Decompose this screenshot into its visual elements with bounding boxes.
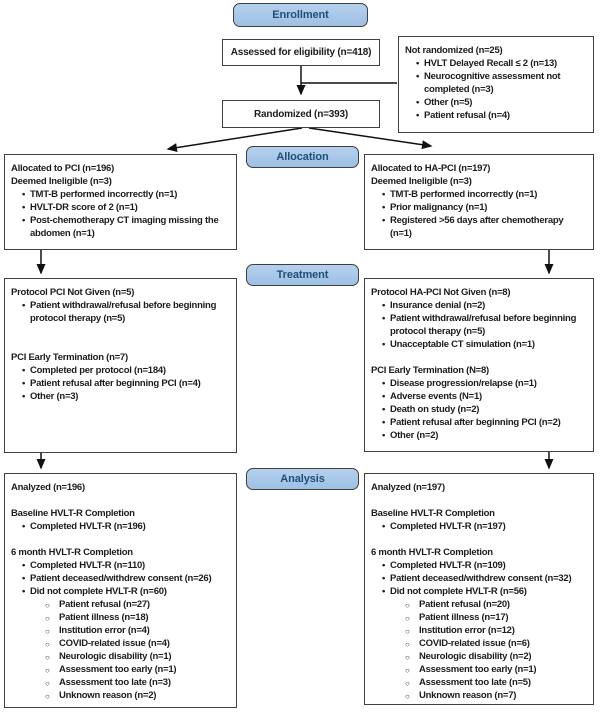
flow-text-line	[405, 96, 590, 109]
flow-text-line	[371, 214, 590, 227]
blank-line	[11, 338, 233, 351]
flow-line-text: Patient withdrawal/refusal before beginning	[390, 313, 577, 324]
circle-marker: ○	[405, 639, 410, 649]
flow-text-line	[405, 44, 590, 57]
flow-text-line	[371, 175, 590, 188]
flow-text-line	[11, 377, 233, 390]
flow-text-line	[405, 109, 590, 122]
circle-marker: ○	[45, 639, 50, 649]
flow-line-text: Did not complete HVLT-R (n=60)	[30, 586, 167, 597]
circle-marker: ○	[405, 626, 410, 636]
flow-text-line	[371, 676, 590, 689]
flow-line-text: Patient refusal after beginning PCI (n=2)	[390, 417, 561, 428]
bullet-marker: •	[416, 58, 420, 69]
flow-text-line	[371, 416, 590, 429]
flow-text-line	[371, 663, 590, 676]
bullet-marker: •	[416, 110, 420, 121]
box-treatment-pci	[4, 278, 237, 453]
box-allocated-ha-pci	[364, 154, 594, 250]
flow-text-line	[11, 663, 233, 676]
bullet-marker: •	[382, 378, 386, 389]
bullet-marker: •	[382, 404, 386, 415]
flow-text-line	[11, 214, 233, 227]
flow-text-line	[11, 162, 233, 175]
flow-line-text: Adverse events (N=1)	[390, 391, 482, 402]
flow-text-line	[405, 83, 590, 96]
flow-line-text: Patient refusal (n=20)	[419, 599, 510, 610]
flow-text-line	[371, 559, 590, 572]
circle-marker: ○	[45, 678, 50, 688]
flow-line-text: Protocol PCI Not Given (n=5)	[11, 287, 135, 298]
flow-text-line	[371, 429, 590, 442]
bullet-marker: •	[22, 215, 26, 226]
flow-text-line	[11, 689, 233, 702]
flow-line-text: Not randomized (n=25)	[405, 45, 503, 56]
flow-text-line	[11, 481, 233, 494]
flow-line-text: Completed per protocol (n=184)	[30, 365, 166, 376]
flow-line-text: Baseline HVLT-R Completion	[371, 508, 495, 519]
flow-text-line	[371, 299, 590, 312]
randomized-text: Randomized (n=393)	[254, 108, 348, 120]
circle-marker: ○	[405, 613, 410, 623]
blank-line	[11, 325, 233, 338]
flow-text-line	[11, 286, 233, 299]
flow-line-text: COVID-related issue (n=4)	[59, 638, 170, 649]
bullet-marker: •	[416, 97, 420, 108]
flow-text-line	[11, 585, 233, 598]
flow-text-line	[11, 676, 233, 689]
flow-line-text: Neurologic disability (n=1)	[59, 651, 172, 662]
flow-line-text: Patient deceased/withdrew consent (n=26)	[30, 573, 212, 584]
circle-marker: ○	[405, 652, 410, 662]
flow-line-text: Completed HVLT-R (n=196)	[30, 521, 146, 532]
bullet-marker: •	[22, 391, 26, 402]
stage-label-analysis: Analysis	[246, 468, 359, 490]
flow-text-line	[405, 57, 590, 70]
flow-line-text: abdomen (n=1)	[30, 228, 95, 239]
circle-marker: ○	[405, 691, 410, 701]
flow-text-line	[405, 70, 590, 83]
flow-line-text: Unknown reason (n=7)	[419, 690, 517, 701]
allocated-pci-content	[5, 155, 236, 243]
flow-line-text: TMT-B performed incorrectly (n=1)	[30, 189, 178, 200]
flow-text-line	[11, 201, 233, 214]
flow-line-text: PCI Early Termination (N=8)	[371, 365, 489, 376]
flow-line-text: Unacceptable CT simulation (n=1)	[390, 339, 535, 350]
flow-line-text: Patient refusal (n=4)	[424, 110, 510, 121]
flow-line-text: Assessment too early (n=1)	[59, 664, 177, 675]
bullet-marker: •	[22, 365, 26, 376]
flow-line-text: Patient deceased/withdrew consent (n=32)	[390, 573, 572, 584]
flow-line-text: 6 month HVLT-R Completion	[371, 547, 493, 558]
flow-text-line	[11, 364, 233, 377]
bullet-marker: •	[22, 586, 26, 597]
flow-text-line	[11, 598, 233, 611]
analyzed-pci-content	[5, 474, 236, 705]
flow-text-line	[371, 325, 590, 338]
bullet-marker: •	[22, 560, 26, 571]
circle-marker: ○	[45, 652, 50, 662]
blank-line	[11, 494, 233, 507]
flow-text-line	[371, 227, 590, 240]
flow-text-line	[371, 188, 590, 201]
flow-text-line	[371, 364, 590, 377]
flow-line-text: Allocated to PCI (n=196)	[11, 163, 115, 174]
assessed-text: Assessed for eligibility (n=418)	[230, 47, 372, 58]
flow-text-line	[11, 299, 233, 312]
stage-label-treatment: Treatment	[246, 264, 359, 286]
circle-marker: ○	[45, 600, 50, 610]
flow-text-line	[371, 338, 590, 351]
flow-line-text: Disease progression/relapse (n=1)	[390, 378, 537, 389]
flow-text-line	[371, 377, 590, 390]
bullet-marker: •	[382, 521, 386, 532]
flow-text-line	[371, 312, 590, 325]
flow-line-text: HVLT-DR score of 2 (n=1)	[30, 202, 138, 213]
box-randomized	[222, 100, 380, 128]
box-not-randomized	[398, 36, 594, 133]
circle-marker: ○	[45, 691, 50, 701]
flow-text-line	[371, 507, 590, 520]
bullet-marker: •	[382, 300, 386, 311]
flow-line-text: protocol therapy (n=5)	[390, 326, 486, 337]
flow-line-text: Neurocognitive assessment not	[424, 71, 561, 82]
flow-line-text: Protocol HA-PCI Not Given (n=8)	[371, 287, 511, 298]
bullet-marker: •	[382, 573, 386, 584]
flow-text-line	[11, 175, 233, 188]
blank-line	[11, 533, 233, 546]
flow-line-text: Patient withdrawal/refusal before beginning	[30, 300, 217, 311]
flow-line-text: Deemed Ineligible (n=3)	[371, 176, 472, 187]
flow-line-text: HVLT Delayed Recall ≤ 2 (n=13)	[424, 58, 557, 69]
bullet-marker: •	[22, 521, 26, 532]
flow-text-line	[371, 162, 590, 175]
flow-text-line	[11, 390, 233, 403]
flow-line-text: TMT-B performed incorrectly (n=1)	[390, 189, 538, 200]
not-randomized-content	[399, 37, 593, 125]
flow-text-line	[11, 559, 233, 572]
flow-text-line	[11, 507, 233, 520]
flow-text-line	[11, 312, 233, 325]
flow-line-text: Deemed Ineligible (n=3)	[11, 176, 112, 187]
allocated-ha-pci-content	[365, 155, 593, 243]
bullet-marker: •	[382, 391, 386, 402]
bullet-marker: •	[382, 215, 386, 226]
flow-text-line	[371, 390, 590, 403]
bullet-marker: •	[382, 560, 386, 571]
flow-text-line	[11, 624, 233, 637]
box-assessed-for-eligibility	[222, 39, 380, 66]
stage-label-allocation: Allocation	[246, 146, 359, 168]
flow-line-text: Assessment too early (n=1)	[419, 664, 537, 675]
flow-line-text: Allocated to HA-PCI (n=197)	[371, 163, 491, 174]
flow-text-line	[371, 286, 590, 299]
bullet-marker: •	[22, 300, 26, 311]
analyzed-ha-pci-content	[365, 474, 593, 705]
flow-line-text: Institution error (n=4)	[59, 625, 150, 636]
flow-line-text: (n=1)	[390, 228, 412, 239]
flow-text-line	[11, 351, 233, 364]
flow-line-text: Post-chemotherapy CT imaging missing the	[30, 215, 219, 226]
stage-label-enrollment: Enrollment	[233, 3, 368, 27]
flow-text-line	[371, 598, 590, 611]
flow-text-line	[371, 650, 590, 663]
blank-line	[371, 351, 590, 364]
flow-line-text: Completed HVLT-R (n=197)	[390, 521, 506, 532]
bullet-marker: •	[382, 586, 386, 597]
bullet-marker: •	[416, 71, 420, 82]
blank-line	[371, 494, 590, 507]
flow-text-line	[371, 481, 590, 494]
flow-line-text: Did not complete HVLT-R (n=56)	[390, 586, 527, 597]
flow-line-text: Prior malignancy (n=1)	[390, 202, 488, 213]
flow-line-text: Assessment too late (n=3)	[59, 677, 171, 688]
bullet-marker: •	[22, 378, 26, 389]
flow-line-text: Completed HVLT-R (n=110)	[30, 560, 145, 571]
treatment-ha-pci-content	[365, 279, 593, 445]
flow-text-line	[371, 637, 590, 650]
flow-line-text: Patient illness (n=18)	[59, 612, 149, 623]
flow-line-text: Patient refusal (n=27)	[59, 599, 150, 610]
flow-text-line	[11, 520, 233, 533]
flow-text-line	[11, 637, 233, 650]
flow-line-text: Patient refusal after beginning PCI (n=4)	[30, 378, 201, 389]
bullet-marker: •	[382, 189, 386, 200]
flow-line-text: Analyzed (n=196)	[11, 482, 85, 493]
bullet-marker: •	[382, 313, 386, 324]
circle-marker: ○	[405, 600, 410, 610]
flow-line-text: Insurance denial (n=2)	[390, 300, 486, 311]
bullet-marker: •	[382, 202, 386, 213]
flow-text-line	[371, 403, 590, 416]
flow-text-line	[11, 572, 233, 585]
bullet-marker: •	[382, 339, 386, 350]
bullet-marker: •	[22, 202, 26, 213]
flow-text-line	[11, 188, 233, 201]
flow-text-line	[371, 546, 590, 559]
circle-marker: ○	[45, 665, 50, 675]
bullet-marker: •	[382, 430, 386, 441]
flow-text-line	[371, 572, 590, 585]
circle-marker: ○	[405, 678, 410, 688]
circle-marker: ○	[45, 626, 50, 636]
flow-line-text: Other (n=3)	[30, 391, 79, 402]
flow-text-line	[11, 546, 233, 559]
box-allocated-pci	[4, 154, 237, 250]
flow-line-text: Other (n=2)	[390, 430, 439, 441]
treatment-pci-content	[5, 279, 236, 406]
blank-line	[371, 533, 590, 546]
flow-line-text: Registered >56 days after chemotherapy	[390, 215, 564, 226]
flow-line-text: 6 month HVLT-R Completion	[11, 547, 133, 558]
flow-line-text: PCI Early Termination (n=7)	[11, 352, 128, 363]
flow-text-line	[371, 624, 590, 637]
flow-line-text: protocol therapy (n=5)	[30, 313, 126, 324]
flow-text-line	[11, 227, 233, 240]
circle-marker: ○	[45, 613, 50, 623]
bullet-marker: •	[22, 573, 26, 584]
box-treatment-ha-pci	[364, 278, 594, 452]
flow-line-text: COVID-related issue (n=6)	[419, 638, 530, 649]
box-analyzed-ha-pci	[364, 473, 594, 705]
flow-text-line	[371, 689, 590, 702]
flow-text-line	[371, 520, 590, 533]
flow-text-line	[371, 611, 590, 624]
flow-line-text: Baseline HVLT-R Completion	[11, 508, 135, 519]
flow-text-line	[371, 201, 590, 214]
flow-line-text: Neurologic disability (n=2)	[419, 651, 532, 662]
flow-line-text: Assessment too late (n=5)	[419, 677, 531, 688]
bullet-marker: •	[22, 189, 26, 200]
flow-line-text: Analyzed (n=197)	[371, 482, 445, 493]
flow-line-text: Death on study (n=2)	[390, 404, 480, 415]
bullet-marker: •	[382, 417, 386, 428]
flow-line-text: Unknown reason (n=2)	[59, 690, 157, 701]
flow-text-line	[11, 611, 233, 624]
flow-text-line	[371, 585, 590, 598]
circle-marker: ○	[405, 665, 410, 675]
flow-line-text: Other (n=5)	[424, 97, 473, 108]
flow-line-text: Patient illness (n=17)	[419, 612, 509, 623]
flow-line-text: Completed HVLT-R (n=109)	[390, 560, 506, 571]
flow-text-line	[11, 650, 233, 663]
flow-line-text: completed (n=3)	[424, 84, 494, 95]
flow-line-text: Institution error (n=12)	[419, 625, 515, 636]
box-analyzed-pci	[4, 473, 237, 708]
